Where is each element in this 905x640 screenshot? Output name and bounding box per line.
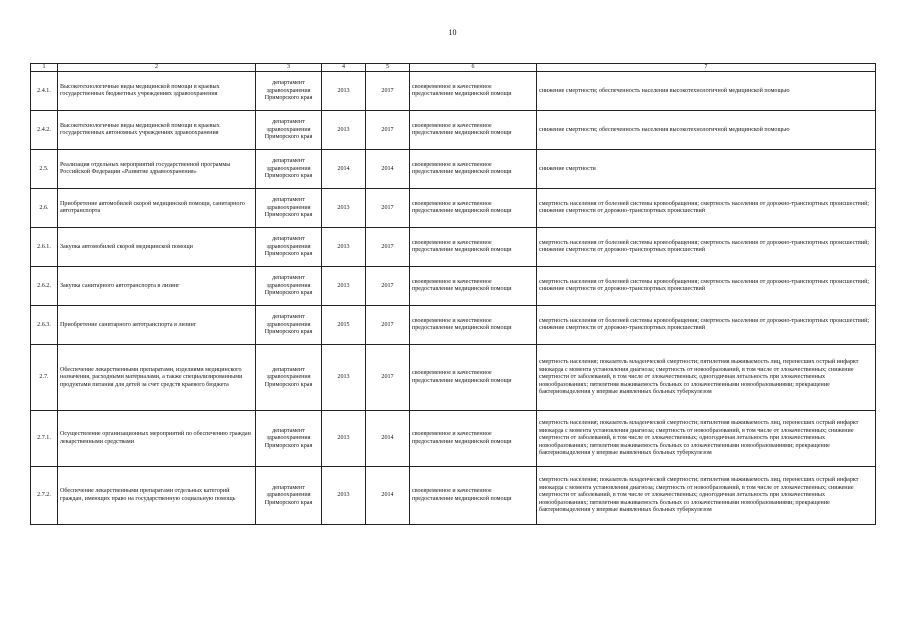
- start-year: 2013: [322, 189, 366, 228]
- start-year: 2015: [322, 306, 366, 345]
- start-year: 2013: [322, 267, 366, 306]
- table-row: [31, 345, 876, 411]
- measure-name: Высокотехнологичные виды медицинской помощи в краевых государственных автономных учреждениях здравоохранения: [58, 111, 256, 150]
- column-number: 1: [31, 64, 58, 72]
- expected-result: своевременное и качественное предоставление медицинской помощи: [410, 189, 537, 228]
- row-number: 2.7.2.: [31, 467, 58, 525]
- table-row: [31, 228, 876, 267]
- related-indicators: смертность населения; показатель младенческой смертности; пятилетняя выживаемость лиц, перенесших острый инфаркт миокарда с момента установления диагноза; смертность от новообразований, в том числе от злокачественных; снижение смертности от заболеваний, в том числе от злокачественных; одногодичная летальность при злокачественных новообразованиях; пятилетняя выживаемость больных со злокачественными новообразованиями; прекращение бактериовыделения у впервые выявленных больных туберкулезом: [537, 467, 876, 525]
- responsible-executor: департамент здравоохранения Приморского края: [256, 111, 322, 150]
- column-number: 4: [322, 64, 366, 72]
- table-row: [31, 111, 876, 150]
- expected-result: своевременное и качественное предоставление медицинской помощи: [410, 467, 537, 525]
- related-indicators: смертность населения; показатель младенческой смертности; пятилетняя выживаемость лиц, перенесших острый инфаркт миокарда с момента установления диагноза; смертность от новообразований, в том числе от злокачественных; снижение смертности от заболеваний, в том числе от злокачественных; одногодичная летальность при злокачественных новообразованиях; пятилетняя выживаемость больных со злокачественными новообразованиями; прекращение бактериовыделения у впервые выявленных больных туберкулезом: [537, 411, 876, 467]
- measure-name: Приобретение санитарного автотранспорта в лизинг: [58, 306, 256, 345]
- measure-name: Осуществление организационных мероприятий по обеспечению граждан лекарственными средствами: [58, 411, 256, 467]
- row-number: 2.4.1.: [31, 72, 58, 111]
- page-number: 10: [448, 28, 457, 37]
- responsible-executor: департамент здравоохранения Приморского края: [256, 228, 322, 267]
- responsible-executor: департамент здравоохранения Приморского края: [256, 150, 322, 189]
- related-indicators: смертность населения от болезней системы кровообращения; смертность населения от дорожно-транспортных происшествий; снижение смертности от дорожно-транспортных происшествий: [537, 228, 876, 267]
- related-indicators: снижение смертности; обеспеченность населения высокотехнологичной медицинской помощью: [537, 111, 876, 150]
- end-year: 2014: [366, 411, 410, 467]
- end-year: 2017: [366, 111, 410, 150]
- expected-result: своевременное и качественное предоставление медицинской помощи: [410, 72, 537, 111]
- row-number: 2.6.1.: [31, 228, 58, 267]
- expected-result: своевременное и качественное предоставление медицинской помощи: [410, 306, 537, 345]
- responsible-executor: департамент здравоохранения Приморского края: [256, 345, 322, 411]
- end-year: 2017: [366, 72, 410, 111]
- measure-name: Приобретение автомобилей скорой медицинской помощи, санитарного автотранспорта: [58, 189, 256, 228]
- row-number: 2.5.: [31, 150, 58, 189]
- column-number: 2: [58, 64, 256, 72]
- end-year: 2017: [366, 228, 410, 267]
- end-year: 2014: [366, 150, 410, 189]
- start-year: 2013: [322, 467, 366, 525]
- start-year: 2013: [322, 72, 366, 111]
- start-year: 2013: [322, 411, 366, 467]
- table-row: [31, 72, 876, 111]
- related-indicators: снижение смертности; обеспеченность населения высокотехнологичной медицинской помощью: [537, 72, 876, 111]
- start-year: 2013: [322, 345, 366, 411]
- column-number: 7: [537, 64, 876, 72]
- end-year: 2017: [366, 267, 410, 306]
- row-number: 2.6.2.: [31, 267, 58, 306]
- expected-result: своевременное и качественное предоставление медицинской помощи: [410, 267, 537, 306]
- responsible-executor: департамент здравоохранения Приморского края: [256, 267, 322, 306]
- end-year: 2014: [366, 467, 410, 525]
- responsible-executor: департамент здравоохранения Приморского края: [256, 411, 322, 467]
- expected-result: своевременное и качественное предоставление медицинской помощи: [410, 411, 537, 467]
- start-year: 2014: [322, 150, 366, 189]
- program-table: [30, 63, 876, 525]
- related-indicators: смертность населения от болезней системы кровообращения; смертность населения от дорожно-транспортных происшествий; снижение смертности от дорожно-транспортных происшествий: [537, 267, 876, 306]
- table-row: [31, 150, 876, 189]
- column-number: 5: [366, 64, 410, 72]
- related-indicators: снижение смертности: [537, 150, 876, 189]
- responsible-executor: департамент здравоохранения Приморского края: [256, 306, 322, 345]
- measure-name: Обеспечение лекарственными препаратами, изделиями медицинского назначения, расходными материалами, а также специализированными продуктами питания для детей за счет средств краевого бюджета: [58, 345, 256, 411]
- row-number: 2.4.2.: [31, 111, 58, 150]
- table-row: [31, 306, 876, 345]
- table-row: [31, 267, 876, 306]
- start-year: 2013: [322, 111, 366, 150]
- row-number: 2.7.1.: [31, 411, 58, 467]
- expected-result: своевременное и качественное предоставление медицинской помощи: [410, 345, 537, 411]
- column-number: 3: [256, 64, 322, 72]
- table-row: [31, 467, 876, 525]
- table-row: [31, 189, 876, 228]
- expected-result: своевременное и качественное предоставление медицинской помощи: [410, 228, 537, 267]
- related-indicators: смертность населения; показатель младенческой смертности; пятилетняя выживаемость лиц, перенесших острый инфаркт миокарда с момента установления диагноза; смертность от новообразований, в том числе от злокачественных; снижение смертности от заболеваний, в том числе от злокачественных; одногодичная летальность при злокачественных новообразованиях; пятилетняя выживаемость больных со злокачественными новообразованиями; прекращение бактериовыделения у впервые выявленных больных туберкулезом: [537, 345, 876, 411]
- measure-name: Реализация отдельных мероприятий государственной программы Российской Федерации «Развитие здравоохранения»: [58, 150, 256, 189]
- responsible-executor: департамент здравоохранения Приморского края: [256, 189, 322, 228]
- measure-name: Высокотехнологичные виды медицинской помощи в краевых государственных бюджетных учреждениях здравоохранения: [58, 72, 256, 111]
- row-number: 2.7.: [31, 345, 58, 411]
- measure-name: Закупка автомобилей скорой медицинской помощи: [58, 228, 256, 267]
- end-year: 2017: [366, 189, 410, 228]
- column-number: 6: [410, 64, 537, 72]
- table-row: [31, 411, 876, 467]
- related-indicators: смертность населения от болезней системы кровообращения; смертность населения от дорожно-транспортных происшествий; снижение смертности от дорожно-транспортных происшествий: [537, 189, 876, 228]
- measure-name: Обеспечение лекарственными препаратами отдельных категорий граждан, имеющих право на государственную социальную помощь: [58, 467, 256, 525]
- related-indicators: смертность населения от болезней системы кровообращения; смертность населения от дорожно-транспортных происшествий; снижение смертности от дорожно-транспортных происшествий: [537, 306, 876, 345]
- end-year: 2017: [366, 345, 410, 411]
- responsible-executor: департамент здравоохранения Приморского края: [256, 467, 322, 525]
- row-number: 2.6.: [31, 189, 58, 228]
- responsible-executor: департамент здравоохранения Приморского края: [256, 72, 322, 111]
- end-year: 2017: [366, 306, 410, 345]
- expected-result: своевременное и качественное предоставление медицинской помощи: [410, 150, 537, 189]
- column-number-row: [31, 64, 876, 72]
- row-number: 2.6.3.: [31, 306, 58, 345]
- start-year: 2013: [322, 228, 366, 267]
- expected-result: своевременное и качественное предоставление медицинской помощи: [410, 111, 537, 150]
- measure-name: Закупка санитарного автотранспорта в лизинг: [58, 267, 256, 306]
